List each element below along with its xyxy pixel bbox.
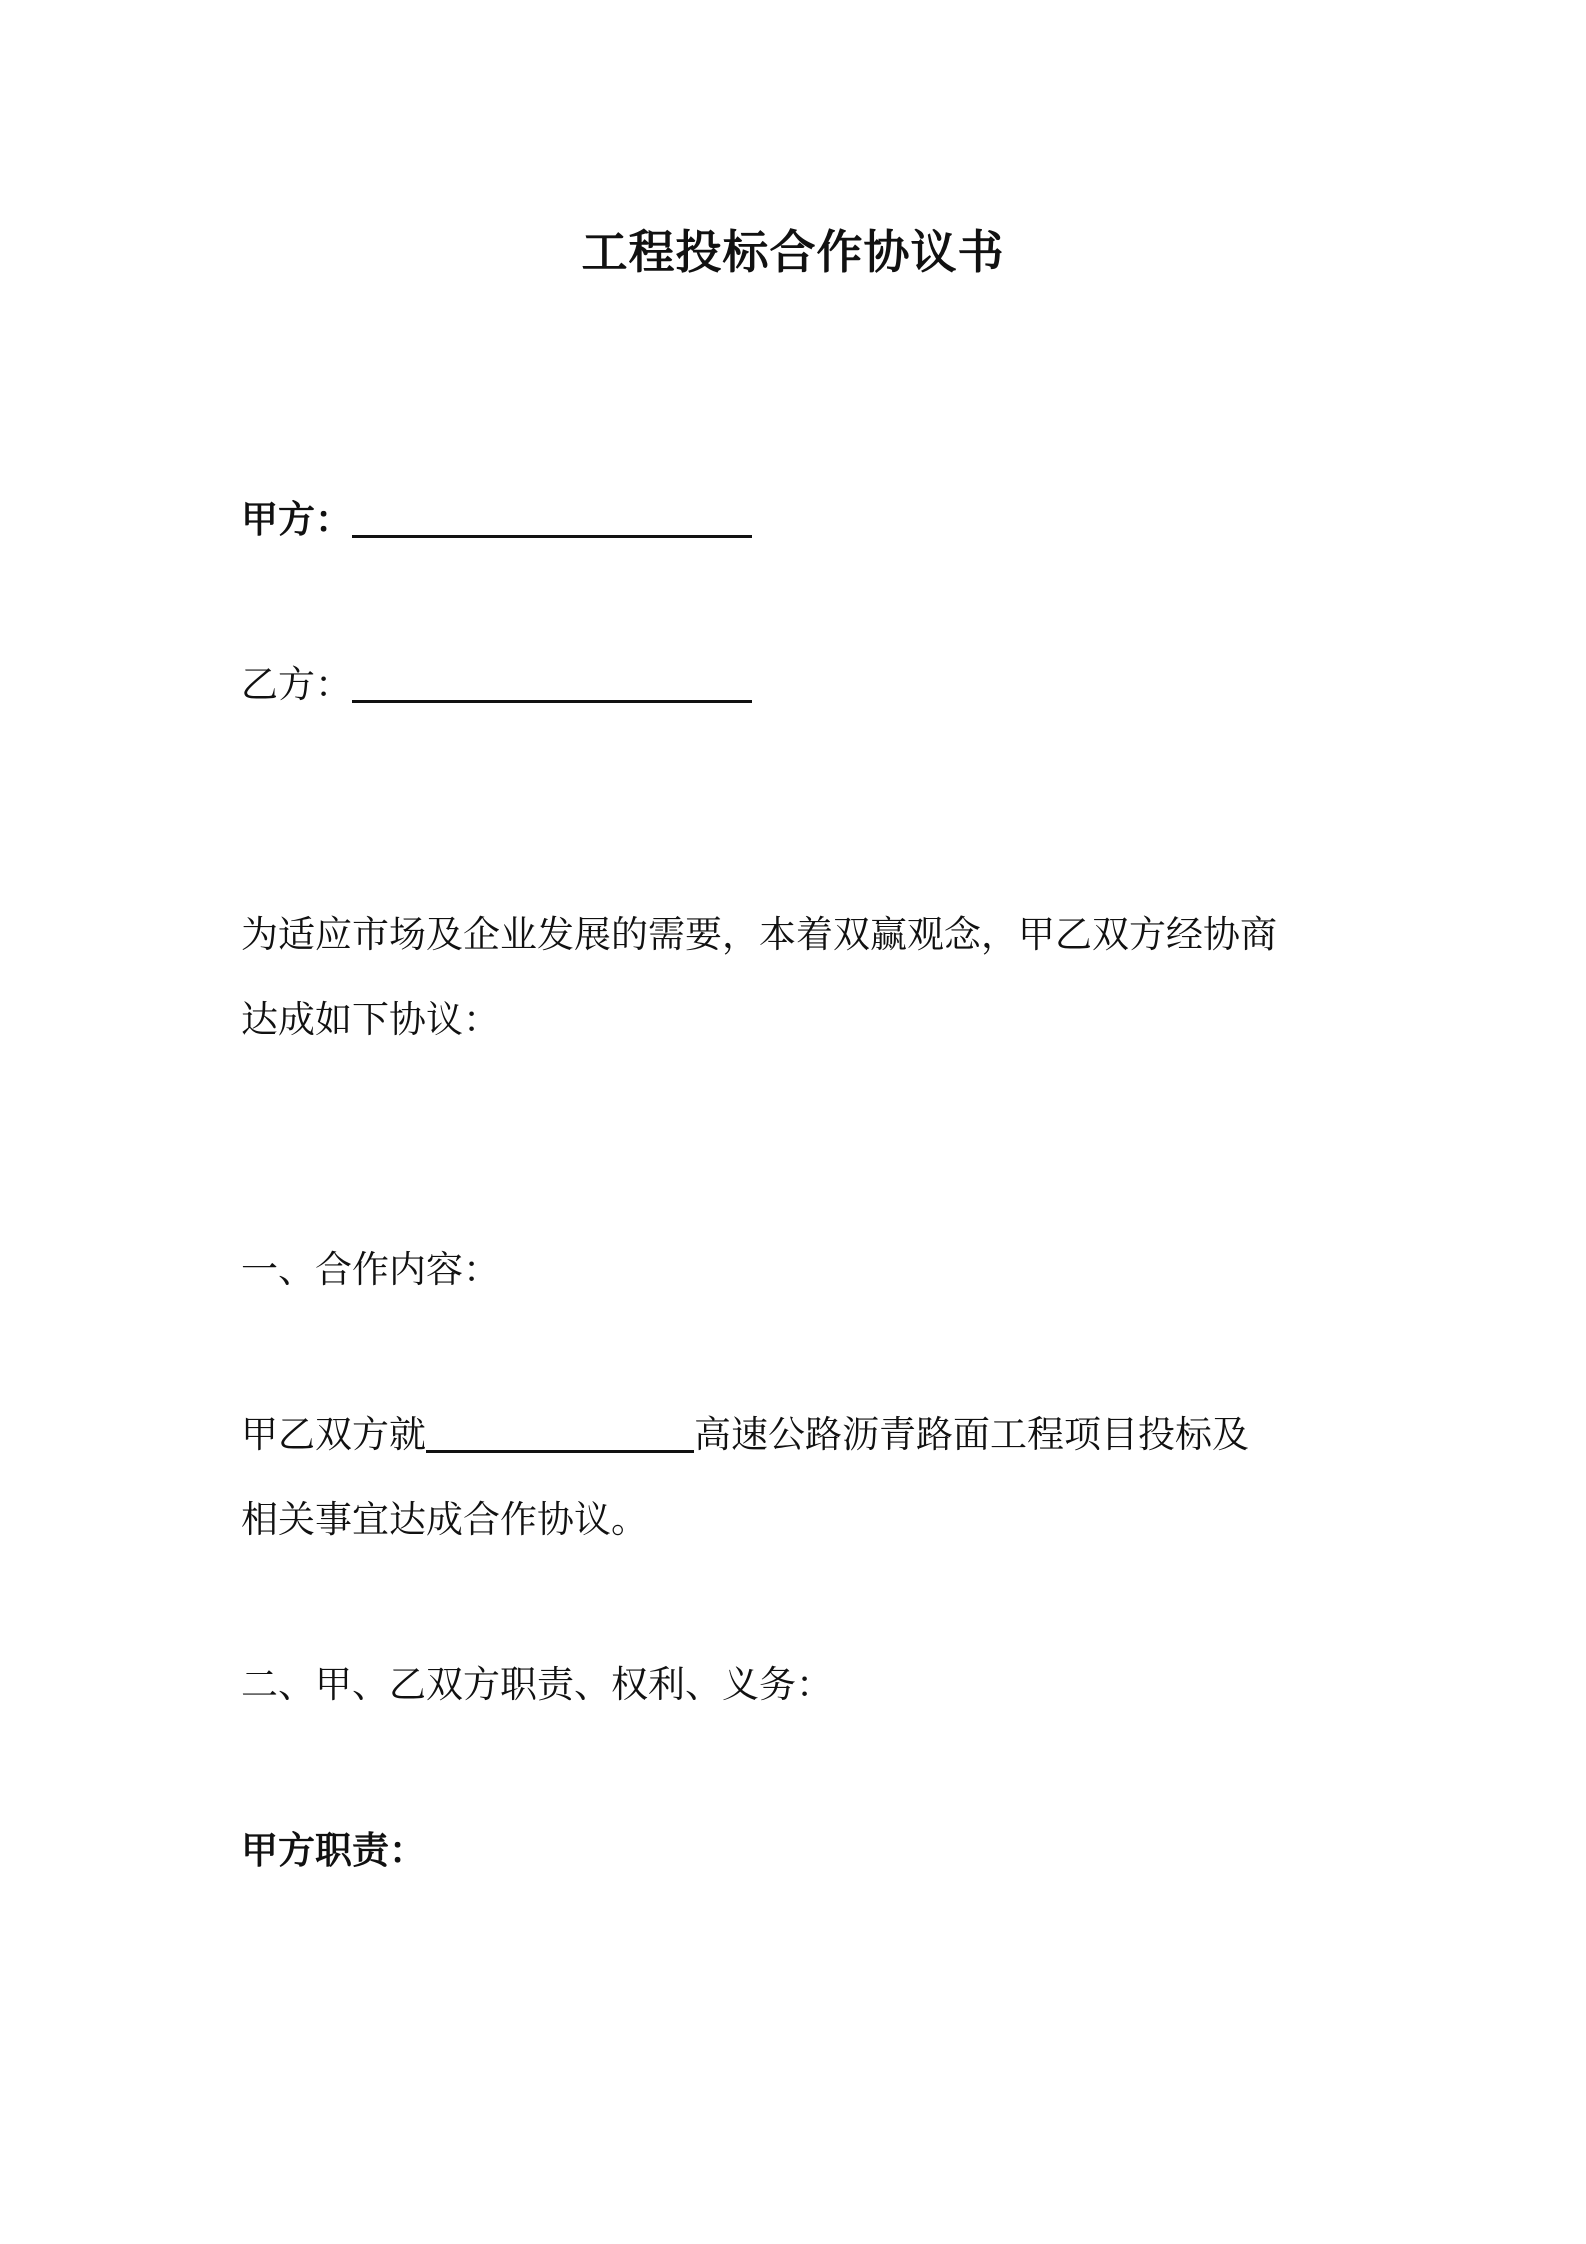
party-a-duties-heading: 甲方职责： [241, 1829, 426, 1872]
party-b-line [241, 660, 752, 710]
intro-line-1: 为适应市场及企业发展的需要，本着双赢观念，甲乙双方经协商 [241, 913, 1277, 956]
section-1-heading: 一、合作内容： [241, 1248, 500, 1291]
section-1-line-1 [241, 1410, 1249, 1460]
section-1-suffix: 高速公路沥青路面工程项目投标及 [694, 1413, 1249, 1456]
section-2-heading: 二、甲、乙双方职责、权利、义务： [241, 1663, 833, 1706]
party-a-blank[interactable] [352, 499, 752, 538]
party-a-label: 甲方： [241, 498, 352, 541]
section-1-line-2: 相关事宜达成合作协议。 [241, 1498, 648, 1541]
party-b-blank[interactable] [352, 664, 752, 703]
intro-line-2: 达成如下协议： [241, 998, 500, 1041]
project-name-blank[interactable] [426, 1414, 694, 1453]
page-title: 工程投标合作协议书 [581, 225, 1005, 279]
section-1-prefix: 甲乙双方就 [241, 1413, 426, 1456]
party-a-line [241, 495, 752, 545]
party-b-label: 乙方： [241, 663, 352, 706]
